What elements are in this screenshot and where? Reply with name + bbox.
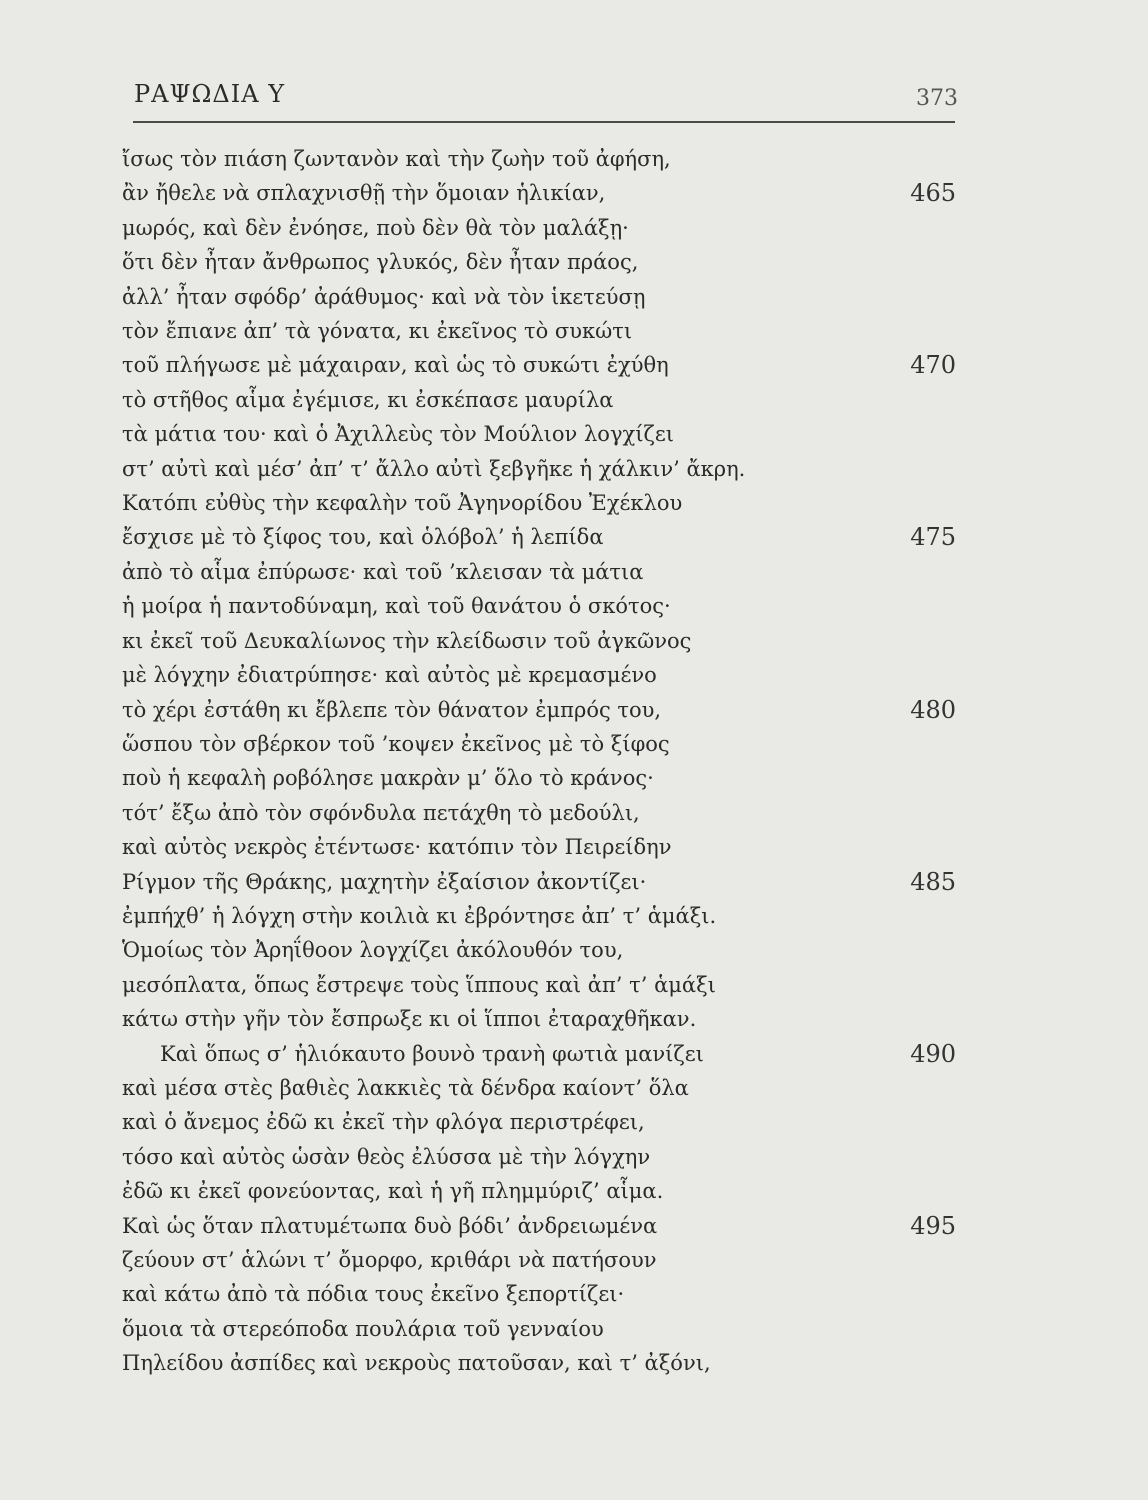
verse-line [0,761,1148,795]
verse-text: τότ’ ἔξω ἀπὸ τὸν σφόνδυλα πετάχθη τὸ μεδούλι, [122,800,640,825]
verse-line [0,968,1148,1002]
verse-line [0,624,1148,658]
line-number: 480 [910,695,956,724]
page-number: 373 [916,86,958,111]
line-number: 495 [910,1211,956,1240]
verse-text: καὶ κάτω ἀπὸ τὰ πόδια τους ἐκεῖνο ξεπορτίζει· [122,1282,625,1307]
verse-line [0,1277,1148,1311]
verse-text: ἀπὸ τὸ αἷμα ἐπύρωσε· καὶ τοῦ ’κλεισαν τὰ μάτια [122,559,644,584]
verse-text: ὅμοια τὰ στερεόποδα πουλάρια τοῦ γενναίου [122,1316,604,1341]
verse-line [0,1243,1148,1277]
verse-line [0,693,1148,727]
verse-line [0,1037,1148,1071]
verse-line [0,245,1148,279]
verse-text: Ὁμοίως τὸν Ἀρηΐθοον λογχίζει ἀκόλουθόν του, [122,938,624,963]
verse-line [0,486,1148,520]
verse-text: ἴσως τὸν πιάση ζωντανὸν καὶ τὴν ζωὴν τοῦ ἀφήση, [122,147,671,171]
verse-line [0,933,1148,967]
line-number: 485 [910,867,956,896]
verse-text: στ’ αὐτὶ καὶ μέσ’ ἀπ’ τ’ ἄλλο αὐτὶ ξεβγῆκε ἡ χάλκιν’ ἄκρη. [122,456,746,481]
verse-line [0,520,1148,554]
verse-line [0,211,1148,245]
verse-line [0,142,1148,176]
verse-line [0,658,1148,692]
verse-text: ἔσχισε μὲ τὸ ξίφος του, καὶ ὁλόβολ’ ἡ λεπίδα [122,525,604,550]
verse-text: τὰ μάτια του· καὶ ὁ Ἀχιλλεὺς τὸν Μούλιον λογχίζει [122,422,674,447]
verse-line [0,830,1148,864]
verse-line [0,1002,1148,1036]
verse-line [0,796,1148,830]
verse-text: Καὶ ὅπως σ’ ἡλιόκαυτο βουνὸ τρανὴ φωτιὰ μανίζει [160,1041,704,1066]
verse-line [0,589,1148,623]
line-number: 470 [910,351,956,380]
verse-line [0,383,1148,417]
verse-text: ἡ μοίρα ἡ παντοδύναμη, καὶ τοῦ θανάτου ὁ σκότος· [122,594,671,619]
verse-text: ἂν ἤθελε νὰ σπλαχνισθῇ τὴν ὅμοιαν ἡλικίαν, [122,181,606,206]
verse-line [0,899,1148,933]
verse-line [0,1174,1148,1208]
verse-line [0,348,1148,382]
verse-text: ὅτι δὲν ἦταν ἄνθρωπος γλυκός, δὲν ἦταν πράος, [122,250,639,275]
verse-text: τὸ στῆθος αἷμα ἐγέμισε, κι ἐσκέπασε μαυρίλα [122,387,614,412]
verse-block [0,142,1148,1381]
verse-text: Κατόπι εὐθὺς τὴν κεφαλὴν τοῦ Ἀγηνορίδου Ἐχέκλου [122,491,683,516]
verse-text: καὶ αὐτὸς νεκρὸς ἐτέντωσε· κατόπιν τὸν Πειρείδην [122,835,672,860]
verse-line [0,1071,1148,1105]
verse-text: Καὶ ὡς ὅταν πλατυμέτωπα δυὸ βόδι’ ἀνδρειωμένα [122,1213,658,1238]
line-number: 490 [910,1039,956,1068]
line-number: 475 [910,523,956,552]
verse-text: Ρίγμον τῆς Θράκης, μαχητὴν ἐξαίσιον ἀκοντίζει· [122,869,647,894]
verse-line [0,727,1148,761]
verse-text: ζεύουν στ’ ἁλώνι τ’ ὄμορφο, κριθάρι νὰ πατήσουν [122,1248,657,1272]
verse-text: τοῦ πλήγωσε μὲ μάχαιραν, καὶ ὡς τὸ συκώτι ἐχύθη [122,353,669,378]
verse-line [0,417,1148,451]
verse-text: καὶ μέσα στὲς βαθιὲς λακκιὲς τὰ δένδρα καίοντ’ ὅλα [122,1075,689,1100]
verse-text: τὸ χέρι ἐστάθη κι ἔβλεπε τὸν θάνατον ἐμπρός του, [122,697,662,722]
verse-line [0,1140,1148,1174]
verse-line [0,1209,1148,1243]
verse-text: καὶ ὁ ἄνεμος ἐδῶ κι ἐκεῖ τὴν φλόγα περιστρέφει, [122,1110,645,1135]
verse-line [0,1346,1148,1380]
verse-text: ἐμπήχθ’ ἡ λόγχη στὴν κοιλιὰ κι ἐβρόντησε ἀπ’ τ’ ἁμάξι. [122,903,717,928]
verse-text: μὲ λόγχην ἐδιατρύπησε· καὶ αὐτὸς μὲ κρεμασμένο [122,663,657,688]
verse-line [0,1312,1148,1346]
verse-text: ἀλλ’ ἦταν σφόδρ’ ἀράθυμος· καὶ νὰ τὸν ἱκετεύσῃ [122,284,646,309]
running-head: ΡΑΨΩΔΙΑ Υ [134,80,286,108]
verse-line [0,452,1148,486]
header-rule [133,121,955,123]
verse-line [0,280,1148,314]
verse-text: Πηλείδου ἀσπίδες καὶ νεκροὺς πατοῦσαν, καὶ τ’ ἀξόνι, [122,1351,711,1376]
verse-text: τόσο καὶ αὐτὸς ὡσὰν θεὸς ἐλύσσα μὲ τὴν λόγχην [122,1144,651,1169]
verse-line [0,865,1148,899]
verse-text: ἐδῶ κι ἐκεῖ φονεύοντας, καὶ ἡ γῆ πλημμύριζ’ αἷμα. [122,1179,664,1204]
verse-text: ὥσπου τὸν σβέρκον τοῦ ’κοψεν ἐκεῖνος μὲ τὸ ξίφος [122,731,670,756]
verse-line [0,314,1148,348]
verse-line [0,1105,1148,1139]
verse-text: κι ἐκεῖ τοῦ Δευκαλίωνος τὴν κλείδωσιν τοῦ ἀγκῶνος [122,628,692,653]
verse-text: μεσόπλατα, ὅπως ἔστρεψε τοὺς ἵππους καὶ ἀπ’ τ’ ἁμάξι [122,972,716,997]
verse-line [0,555,1148,589]
verse-text: κάτω στὴν γῆν τὸν ἔσπρωξε κι οἱ ἵπποι ἐταραχθῆκαν. [122,1007,697,1032]
line-number: 465 [910,179,956,208]
verse-line [0,176,1148,210]
verse-text: μωρός, καὶ δὲν ἐνόησε, ποὺ δὲν θὰ τὸν μαλάξῃ· [122,215,629,240]
verse-text: ποὺ ἡ κεφαλὴ ροβόλησε μακρὰν μ’ ὅλο τὸ κράνος· [122,766,654,791]
verse-text: τὸν ἔπιανε ἀπ’ τὰ γόνατα, κι ἐκεῖνος τὸ συκώτι [122,319,633,344]
